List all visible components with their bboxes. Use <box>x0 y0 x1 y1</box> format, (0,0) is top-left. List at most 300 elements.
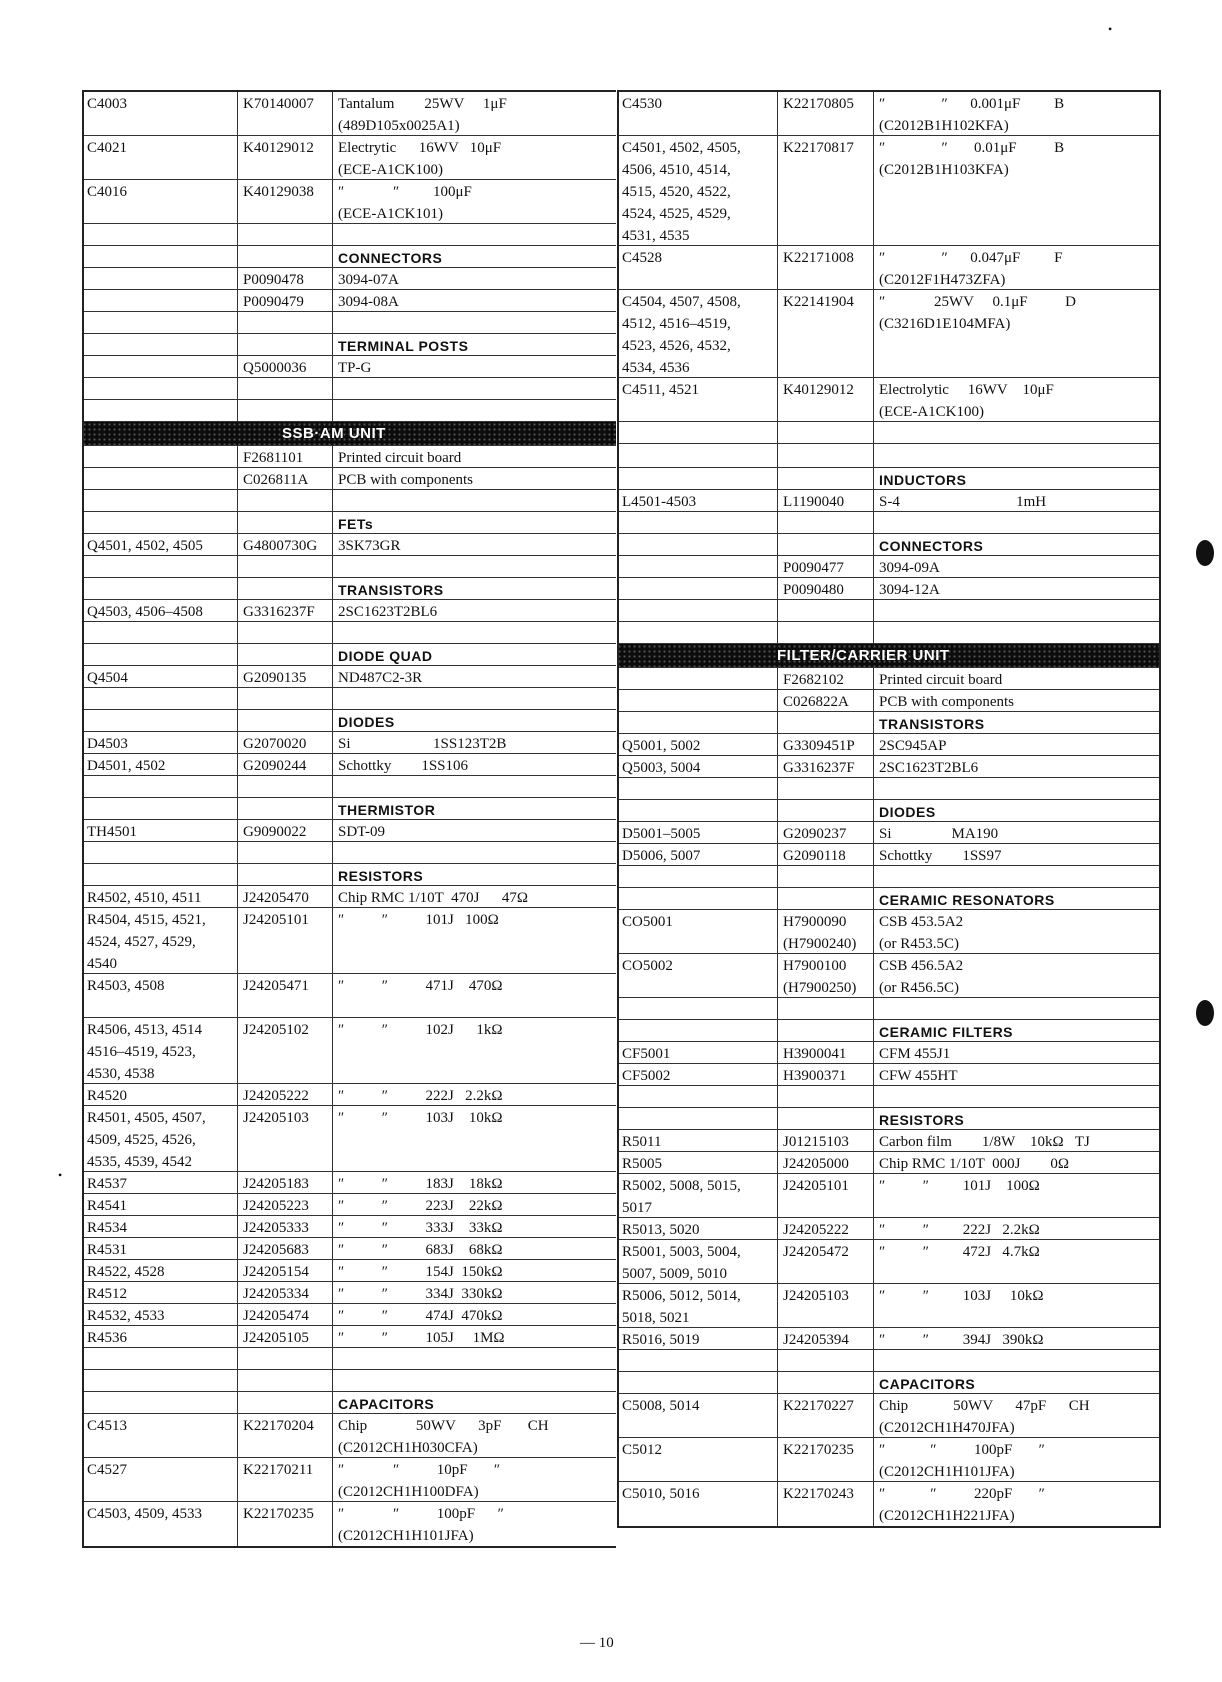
ref-designator <box>82 268 237 289</box>
ref-designator <box>617 1350 777 1371</box>
ref-designator: R4531 <box>87 1242 128 1258</box>
part-number: J24205223 <box>237 1194 332 1215</box>
part-number: H7900090 (H7900240) <box>777 910 873 953</box>
description-detail: (C2012CH1H221JFA) <box>879 1508 1015 1524</box>
section-heading: DIODES <box>338 714 395 730</box>
scan-speck: • <box>58 1168 63 1182</box>
ref-designator <box>82 378 237 399</box>
description-cell <box>873 778 1161 799</box>
table-row <box>617 1086 1161 1108</box>
table-row <box>82 798 616 820</box>
part-number <box>777 1108 873 1129</box>
description: ″ ″ 103J 10kΩ <box>338 1110 503 1126</box>
table-row <box>82 1458 616 1502</box>
table-row <box>82 710 616 732</box>
description-cell <box>332 512 616 533</box>
description: ″ ″ 472J 4.7kΩ <box>879 1244 1040 1260</box>
table-row <box>82 776 616 798</box>
table-row <box>617 578 1161 600</box>
table-row <box>82 1172 616 1194</box>
ref-designator <box>617 468 777 489</box>
description: ″ ″ 222J 2.2kΩ <box>338 1088 503 1104</box>
part-number <box>237 710 332 731</box>
ref-designator <box>82 224 237 245</box>
description: Si 1SS123T2B <box>338 736 507 752</box>
description: ″ ″ 223J 22kΩ <box>338 1198 503 1214</box>
table-row <box>617 866 1161 888</box>
description-cell <box>332 312 616 333</box>
description-cell <box>873 92 1161 135</box>
ref-designator: R5005 <box>622 1156 663 1172</box>
ref-designator <box>82 798 237 819</box>
description-cell <box>873 800 1161 821</box>
part-number: G9090022 <box>237 820 332 841</box>
ref-designator <box>82 356 237 377</box>
table-row <box>82 754 616 776</box>
description-cell <box>873 1240 1161 1283</box>
description: ″ 25WV 0.1μF D <box>879 294 1076 310</box>
ref-designator: TH4501 <box>87 824 137 840</box>
part-number: J24205183 <box>237 1172 332 1193</box>
part-number: J24205472 <box>777 1240 873 1283</box>
description-cell <box>873 468 1161 489</box>
description-cell <box>873 910 1161 953</box>
description-detail: (C2012CH1H100DFA) <box>338 1484 479 1500</box>
table-row <box>82 1370 616 1392</box>
ref-designator: C4016 <box>87 184 128 200</box>
description: CSB 456.5A2 <box>879 958 964 974</box>
table-row <box>617 1240 1161 1284</box>
description: Si MA190 <box>879 826 999 842</box>
part-number: H7900100 (H7900250) <box>777 954 873 997</box>
description-cell <box>332 1194 616 1215</box>
part-number <box>237 512 332 533</box>
description-cell <box>873 1372 1161 1393</box>
part-number: G2090135 <box>237 666 332 687</box>
part-number: J24205103 <box>237 1106 332 1171</box>
binder-hole-mark <box>1196 540 1214 566</box>
ref-designator: C4503, 4509, 4533 <box>87 1506 203 1522</box>
ref-designator: CF5002 <box>622 1068 671 1084</box>
ref-designator <box>617 800 777 821</box>
part-number: P0090480 <box>777 578 873 599</box>
part-number <box>777 1086 873 1107</box>
description-cell <box>332 820 616 841</box>
ref-designator: D5001–5005 <box>622 826 701 842</box>
part-number <box>777 778 873 799</box>
ref-designator <box>617 690 777 711</box>
description-cell <box>873 622 1161 643</box>
ref-designator <box>82 334 237 355</box>
table-row <box>82 1304 616 1326</box>
part-number: K40129012 <box>777 378 873 421</box>
binder-hole-mark <box>1196 1000 1214 1026</box>
part-number: K22170235 <box>777 1438 873 1481</box>
section-heading: CONNECTORS <box>338 250 443 266</box>
description: ″ ″ 100pF ″ <box>879 1442 1045 1458</box>
description: 3094-12A <box>879 582 940 598</box>
part-number <box>777 998 873 1019</box>
part-number: C026811A <box>237 468 332 489</box>
ref-designator: CO5002 <box>622 958 673 974</box>
table-row <box>82 908 616 974</box>
description: SDT-09 <box>338 824 385 840</box>
description-cell <box>873 1152 1161 1173</box>
ref-designator <box>82 644 237 665</box>
ref-designator: R5006, 5012, 5014, 5018, 5021 <box>622 1288 741 1326</box>
scan-speck: • <box>1108 22 1113 36</box>
description-cell <box>332 1238 616 1259</box>
ref-designator <box>82 842 237 863</box>
description: Schottky 1SS106 <box>338 758 469 774</box>
section-heading: DIODES <box>879 804 936 820</box>
table-row <box>617 668 1161 690</box>
description-cell <box>332 578 616 599</box>
ref-designator <box>617 556 777 577</box>
table-row <box>617 600 1161 622</box>
table-row <box>82 1282 616 1304</box>
description-cell <box>873 1108 1161 1129</box>
part-number: J24205470 <box>237 886 332 907</box>
description-cell <box>332 468 616 489</box>
description-cell <box>332 864 616 885</box>
description-cell <box>873 690 1161 711</box>
part-number: J24205101 <box>237 908 332 973</box>
section-heading: CONNECTORS <box>879 538 984 554</box>
part-number <box>237 842 332 863</box>
description-cell <box>873 1174 1161 1217</box>
ref-designator: C4511, 4521 <box>622 382 699 398</box>
description-cell <box>873 756 1161 777</box>
ref-designator: C5012 <box>622 1442 663 1458</box>
table-row <box>82 1238 616 1260</box>
table-row <box>82 666 616 688</box>
table-row <box>82 446 616 468</box>
ref-designator <box>82 864 237 885</box>
ref-designator <box>82 446 237 467</box>
table-row <box>617 444 1161 468</box>
table-row <box>82 820 616 842</box>
description: 3SK73GR <box>338 538 401 554</box>
description: CFM 455J1 <box>879 1046 951 1062</box>
table-row <box>82 334 616 356</box>
description-cell <box>332 754 616 775</box>
description-cell <box>873 998 1161 1019</box>
table-row <box>82 1414 616 1458</box>
ref-designator <box>617 712 777 733</box>
part-number: J24205471 <box>237 974 332 1017</box>
section-heading: RESISTORS <box>338 868 424 884</box>
table-row <box>617 1130 1161 1152</box>
description-cell <box>332 356 616 377</box>
ref-designator <box>82 246 237 267</box>
table-row <box>617 1482 1161 1526</box>
description-cell <box>873 1042 1161 1063</box>
ref-designator <box>617 622 777 643</box>
ref-designator: C4501, 4502, 4505, 4506, 4510, 4514, 4515, 4520, 4522, 4524, 4525, 4529, 4531, 4535 <box>622 140 741 244</box>
description-cell <box>332 180 616 223</box>
ref-designator <box>617 534 777 555</box>
description-cell <box>332 908 616 973</box>
table-row <box>82 1392 616 1414</box>
description-cell <box>332 1282 616 1303</box>
part-number <box>777 866 873 887</box>
description-cell <box>873 578 1161 599</box>
table-row <box>617 290 1161 378</box>
description: ″ ″ 102J 1kΩ <box>338 1022 503 1038</box>
part-number: P0090479 <box>237 290 332 311</box>
description-cell <box>332 246 616 267</box>
table-row <box>82 512 616 534</box>
table-row <box>82 578 616 600</box>
description-cell <box>332 974 616 1017</box>
table-row <box>617 734 1161 756</box>
ref-designator: C4527 <box>87 1462 128 1478</box>
description-cell <box>332 710 616 731</box>
description-cell <box>873 1394 1161 1437</box>
description: ND487C2-3R <box>338 670 423 686</box>
filter-carrier-unit-banner: FILTER/CARRIER UNIT <box>617 644 1161 668</box>
description-cell <box>873 1482 1161 1526</box>
description: CFW 455HT <box>879 1068 958 1084</box>
ref-designator: C5010, 5016 <box>622 1486 700 1502</box>
description-cell <box>332 446 616 467</box>
ref-designator <box>617 600 777 621</box>
description-detail: (C2012CH1H030CFA) <box>338 1440 478 1456</box>
table-row <box>82 1260 616 1282</box>
description-cell <box>332 1084 616 1105</box>
description-cell <box>873 556 1161 577</box>
table-row <box>617 1394 1161 1438</box>
part-number <box>237 644 332 665</box>
description: Chip RMC 1/10T 470J 47Ω <box>338 890 529 906</box>
ref-designator: R4504, 4515, 4521, 4524, 4527, 4529, 4540 <box>87 912 206 972</box>
description-cell <box>332 290 616 311</box>
part-number <box>777 512 873 533</box>
description: S-4 1mH <box>879 494 1047 510</box>
part-number <box>237 1370 332 1391</box>
ref-designator <box>82 1392 237 1413</box>
ref-designator <box>82 512 237 533</box>
description-cell <box>332 666 616 687</box>
ref-designator <box>82 490 237 511</box>
description-cell <box>873 844 1161 865</box>
page-number: — 10 <box>580 1635 614 1651</box>
table-row <box>82 1502 616 1546</box>
table-row <box>82 644 616 666</box>
ref-designator <box>617 1108 777 1129</box>
ref-designator: R4537 <box>87 1176 128 1192</box>
description: PCB with components <box>879 694 1015 710</box>
table-row <box>617 1350 1161 1372</box>
table-row <box>82 1018 616 1084</box>
description-detail: (C2012CH1H101JFA) <box>879 1464 1015 1480</box>
description-detail: (C3216D1E104MFA) <box>879 316 1011 332</box>
part-number: J24205474 <box>237 1304 332 1325</box>
table-row <box>82 312 616 334</box>
description-cell <box>332 136 616 179</box>
description-cell <box>873 954 1161 997</box>
part-number: J24205105 <box>237 1326 332 1347</box>
table-row <box>617 998 1161 1020</box>
description-cell <box>332 556 616 577</box>
description: Chip RMC 1/10T 000J 0Ω <box>879 1156 1070 1172</box>
table-row <box>617 1174 1161 1218</box>
description: ″ ″ 333J 33kΩ <box>338 1220 503 1236</box>
ref-designator <box>617 1086 777 1107</box>
description-cell <box>332 334 616 355</box>
description-cell <box>873 378 1161 421</box>
description-cell <box>332 1216 616 1237</box>
ref-designator: R4502, 4510, 4511 <box>87 890 202 906</box>
description: ″ ″ 220pF ″ <box>879 1486 1045 1502</box>
ssb-am-unit-banner: SSB·AM UNIT <box>82 422 616 446</box>
part-number: K40129012 <box>237 136 332 179</box>
section-heading: CAPACITORS <box>879 1376 976 1392</box>
part-number: J24205102 <box>237 1018 332 1083</box>
ref-designator: D5006, 5007 <box>622 848 701 864</box>
ref-designator <box>82 622 237 643</box>
description-detail: (C2012CH1H470JFA) <box>879 1420 1015 1436</box>
table-row <box>617 468 1161 490</box>
ref-designator <box>82 710 237 731</box>
description-cell <box>873 1086 1161 1107</box>
description: ″ ″ 0.047μF F <box>879 250 1063 266</box>
description: ″ ″ 0.01μF B <box>879 140 1065 156</box>
table-row <box>617 1064 1161 1086</box>
table-row <box>82 1084 616 1106</box>
part-number: K22170227 <box>777 1394 873 1437</box>
description: ″ ″ 394J 390kΩ <box>879 1332 1044 1348</box>
ref-designator: Q4503, 4506–4508 <box>87 604 203 620</box>
description-cell <box>332 644 616 665</box>
ref-designator <box>617 512 777 533</box>
description-cell <box>332 490 616 511</box>
part-number <box>777 888 873 909</box>
part-number <box>777 534 873 555</box>
table-row <box>82 1194 616 1216</box>
table-row <box>82 468 616 490</box>
table-row <box>82 92 616 136</box>
ref-designator: Q5001, 5002 <box>622 738 701 754</box>
part-number <box>237 312 332 333</box>
part-number: H3900371 <box>777 1064 873 1085</box>
part-number: J24205000 <box>777 1152 873 1173</box>
ref-designator: R5013, 5020 <box>622 1222 700 1238</box>
table-row <box>82 1326 616 1348</box>
table-row <box>617 1020 1161 1042</box>
section-heading: FETs <box>338 516 374 532</box>
part-number <box>237 378 332 399</box>
description-cell <box>332 622 616 643</box>
part-number: K22170805 <box>777 92 873 135</box>
part-number <box>237 776 332 797</box>
table-row <box>617 92 1161 136</box>
part-number <box>777 1372 873 1393</box>
part-number <box>237 578 332 599</box>
part-number: K22170817 <box>777 136 873 245</box>
description-cell <box>873 1328 1161 1349</box>
description-cell <box>873 1064 1161 1085</box>
section-heading: RESISTORS <box>879 1112 965 1128</box>
part-number <box>237 864 332 885</box>
description-detail: (C2012F1H473ZFA) <box>879 272 1006 288</box>
part-number: K22141904 <box>777 290 873 377</box>
description: ″ ″ 471J 470Ω <box>338 978 503 994</box>
ref-designator: R4506, 4513, 4514 4516–4519, 4523, 4530, 4538 <box>87 1022 203 1082</box>
table-row <box>617 756 1161 778</box>
ref-designator <box>82 688 237 709</box>
ref-designator: CO5001 <box>622 914 673 930</box>
description-cell <box>332 534 616 555</box>
part-number <box>237 556 332 577</box>
ref-designator <box>82 312 237 333</box>
table-row <box>82 600 616 622</box>
description: ″ ″ 100μF <box>338 184 472 200</box>
part-number: G3316237F <box>777 756 873 777</box>
description-cell <box>873 1020 1161 1041</box>
table-row <box>617 378 1161 422</box>
description-cell <box>332 92 616 135</box>
description-detail: (C2012B1H102KFA) <box>879 118 1009 134</box>
table-row <box>617 556 1161 578</box>
description-cell <box>873 1350 1161 1371</box>
table-row <box>617 910 1161 954</box>
table-row <box>82 378 616 400</box>
description-cell <box>873 1284 1161 1327</box>
description: ″ ″ 101J 100Ω <box>879 1178 1040 1194</box>
ref-designator: R5016, 5019 <box>622 1332 700 1348</box>
ref-designator: R4522, 4528 <box>87 1264 165 1280</box>
description-cell <box>873 1438 1161 1481</box>
part-number <box>777 600 873 621</box>
description-cell <box>873 888 1161 909</box>
table-row <box>617 822 1161 844</box>
ref-designator <box>617 778 777 799</box>
ref-designator: C5008, 5014 <box>622 1398 700 1414</box>
description-cell <box>873 822 1161 843</box>
part-number <box>237 1348 332 1369</box>
ref-designator: C4530 <box>622 96 663 112</box>
part-number <box>777 622 873 643</box>
description: ″ ″ 101J 100Ω <box>338 912 499 928</box>
description-cell <box>873 290 1161 377</box>
part-number: J24205154 <box>237 1260 332 1281</box>
description-detail: (C2012B1H103KFA) <box>879 162 1009 178</box>
description-cell <box>332 400 616 421</box>
description-detail: (ECE-A1CK101) <box>338 206 443 222</box>
section-heading: TERMINAL POSTS <box>338 338 469 354</box>
ref-designator <box>82 578 237 599</box>
description-cell <box>332 1326 616 1347</box>
description: Carbon film 1/8W 10kΩ TJ <box>879 1134 1090 1150</box>
description: 2SC1623T2BL6 <box>338 604 438 620</box>
part-number: J24205333 <box>237 1216 332 1237</box>
ref-designator: R5001, 5003, 5004, 5007, 5009, 5010 <box>622 1244 741 1282</box>
ref-designator <box>617 998 777 1019</box>
description-cell <box>873 866 1161 887</box>
section-heading: DIODE QUAD <box>338 648 433 664</box>
part-number <box>777 712 873 733</box>
ref-designator: R4541 <box>87 1198 128 1214</box>
part-number: J24205222 <box>237 1084 332 1105</box>
description-detail: (489D105x0025A1) <box>338 118 460 134</box>
part-number: C026822A <box>777 690 873 711</box>
part-number: K22170243 <box>777 1482 873 1526</box>
table-row <box>82 1106 616 1172</box>
part-number: G2070020 <box>237 732 332 753</box>
table-row <box>82 732 616 754</box>
